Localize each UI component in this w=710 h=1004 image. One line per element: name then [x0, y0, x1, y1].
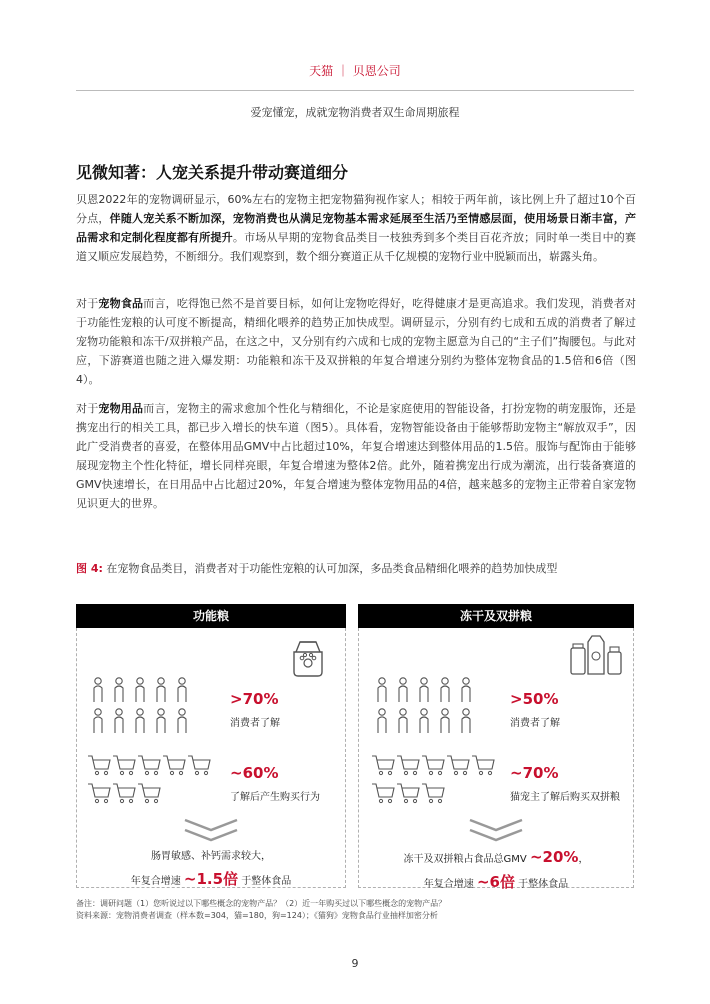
right-stat1-label: 消费者了解 — [510, 718, 560, 729]
person-icon — [420, 678, 428, 702]
person-icon — [462, 709, 470, 733]
pet-food-bag-icon — [286, 636, 328, 678]
person-icon — [94, 709, 102, 733]
left-panel-header: 功能粮 — [76, 604, 346, 628]
shopping-cart-icon — [472, 756, 494, 775]
right-conclusion — [358, 846, 634, 896]
right-stat2-value: ~70% — [510, 764, 559, 782]
shopping-cart-icon-grid-right — [370, 752, 500, 808]
shopping-cart-icon — [397, 756, 419, 775]
para3-text-2: 而言，宠物主的需求愈加个性化与精细化，不论是家庭使用的智能设备，打扮宠物的萌宠服饰，还是携宠出行的相关工具，都已步入增长的快车道（图5）。具体看，宠物智能设备由于能够帮助宠物主“解放双手”，因此广受消费者的喜爱，在整体用品GMV中占比超过10%，年复合增速达到整体用品的1.5倍。服饰与配饰由于能够展现宠物主个性化特征，增长同样亮眼，年复合增速为整体2倍。此外，随着携宠出行成为潮流，出行装备赛道的GMV快速增长，在日用品中占比超过20%，年复合增速为整体宠物用品的4倍，越来越多的宠物主正带着自家宠物见识更大的世界。 — [76, 402, 637, 510]
person-icon — [136, 678, 144, 702]
person-icon — [115, 709, 123, 733]
left-conclusion-pre: 年复合增速 — [130, 876, 184, 887]
right-conclusion-pre2: 年复合增速 — [423, 879, 477, 890]
paragraph-3 — [76, 399, 636, 513]
person-icon — [399, 678, 407, 702]
shopping-cart-icon — [113, 756, 135, 775]
header-rule — [76, 90, 634, 91]
right-conclusion-post2: 于整体食品 — [515, 879, 569, 890]
person-icon — [378, 709, 386, 733]
shopping-cart-icon — [372, 756, 394, 775]
para1-text-2: 。市场从早期的宠物食品类目一枝独秀到多个类目百花齐放；同时单一类目中的赛道又顺应发展趋势，不断细分。我们观察到，数个细分赛道正从千亿规模的宠物行业中脱颖而出，崭露头角。 — [76, 231, 636, 263]
right-conclusion-pre1: 冻干及双拼粮占食品总GMV — [403, 854, 530, 865]
right-conclusion-line2 — [358, 871, 634, 896]
figure-caption — [76, 560, 636, 576]
person-icon — [178, 709, 186, 733]
paragraph-2 — [76, 294, 636, 389]
figure-note: 备注：调研问题（1）您听说过以下哪些概念的宠物产品？（2）近一年购买过以下哪些概念的宠物产品？ — [76, 899, 447, 908]
person-icon — [178, 678, 186, 702]
para3-bold-1: 宠物用品 — [98, 402, 144, 415]
person-icon — [462, 678, 470, 702]
right-conclusion-post1: ， — [578, 854, 589, 865]
person-icon — [378, 678, 386, 702]
shopping-cart-icon — [163, 756, 185, 775]
chevron-down-icon — [181, 818, 241, 844]
figure-caption-text: 在宠物食品类目，消费者对于功能性宠粮的认可加深，多品类食品精细化喂养的趋势加快成型 — [102, 562, 558, 575]
left-conclusion-value: ~1.5倍 — [183, 870, 239, 888]
person-icon — [136, 709, 144, 733]
person-icon-grid-right — [372, 676, 482, 738]
shopping-cart-icon — [138, 756, 160, 775]
person-icon — [115, 678, 123, 702]
person-icon — [157, 709, 165, 733]
person-icon — [420, 709, 428, 733]
right-conclusion-line1 — [358, 846, 634, 871]
shopping-cart-icon — [88, 784, 110, 803]
person-icon — [94, 678, 102, 702]
person-icon-grid — [88, 676, 198, 738]
person-icon — [399, 709, 407, 733]
right-stat1-value: >50% — [510, 690, 559, 708]
chevron-down-icon-right — [466, 818, 526, 844]
right-conclusion-value1: ~20% — [529, 848, 579, 866]
person-icon — [157, 678, 165, 702]
shopping-cart-icon-grid — [86, 752, 216, 808]
section-title: 见微知著：人宠关系提升带动赛道细分 — [76, 163, 349, 182]
page-number: 9 — [351, 957, 359, 970]
shopping-cart-icon — [447, 756, 469, 775]
paragraph-1 — [76, 190, 636, 266]
food-packages-icon — [568, 632, 624, 678]
left-conclusion-post: 于整体食品 — [238, 876, 292, 887]
shopping-cart-icon — [422, 756, 444, 775]
shopping-cart-icon — [397, 784, 419, 803]
shopping-cart-icon — [188, 756, 210, 775]
right-stat2-label: 猫宠主了解后购买双拼粮 — [510, 792, 620, 803]
header-tagline: 爱宠懂宠，成就宠物消费者双生命周期旅程 — [250, 106, 460, 119]
shopping-cart-icon — [138, 784, 160, 803]
para2-bold-1: 宠物食品 — [98, 297, 144, 310]
shopping-cart-icon — [422, 784, 444, 803]
para2-text-2: 而言，吃得饱已然不是首要目标，如何让宠物吃得好，吃得健康才是更高追求。我们发现，消费者对于功能性宠粮的认可度不断提高，精细化喂养的趋势正加快成型。调研显示，分别有约七成和五成的消费者了解过宠物功能粮和冻干/双拼粮产品，在这之中，又分别有约六成和七成的宠物主愿意为自己的“主子们”掏腰包。与此对应，下游赛道也随之进入爆发期：功能粮和冻干及双拼粮的年复合增速分别约为整体宠物食品的1.5倍和6倍（图4）。 — [76, 297, 637, 386]
shopping-cart-icon — [113, 784, 135, 803]
left-stat2-label: 了解后产生购买行为 — [230, 792, 320, 803]
person-icon — [441, 678, 449, 702]
right-panel-header: 冻干及双拼粮 — [358, 604, 634, 628]
left-stat2-value: ~60% — [230, 764, 279, 782]
shopping-cart-icon — [372, 784, 394, 803]
figure-source: 资料来源：宠物消费者调查（样本数=304，猫=180，狗=124）；《猫狗》宠物食品行业抽样加密分析 — [76, 911, 438, 920]
left-conclusion-line2 — [76, 868, 346, 893]
figure-number: 图 4: — [76, 562, 103, 575]
para2-text-1: 对于 — [76, 297, 99, 310]
left-conclusion-line1: 肠胃敏感、补钙需求较大， — [151, 851, 271, 862]
para1-text-1: 贝恩2022年的宠物调研显示，60%左右的宠物主把宠物猫狗视作家人；相较于两年前，该比例上升了超过10个百分点， — [76, 193, 636, 225]
left-stat1-label: 消费者了解 — [230, 718, 280, 729]
left-conclusion — [76, 846, 346, 893]
para3-text-1: 对于 — [76, 402, 99, 415]
header-brand: 天猫 ｜ 贝恩公司 — [309, 64, 401, 78]
para1-bold-1: 伴随人宠关系不断加深，宠物消费也从满足宠物基本需求延展至生活乃至情感层面，使用场景日渐丰富，产品需求和定制化程度都有所提升 — [76, 212, 637, 244]
right-conclusion-value2: ~6倍 — [476, 873, 515, 891]
shopping-cart-icon — [88, 756, 110, 775]
person-icon — [441, 709, 449, 733]
left-stat1-value: >70% — [230, 690, 279, 708]
